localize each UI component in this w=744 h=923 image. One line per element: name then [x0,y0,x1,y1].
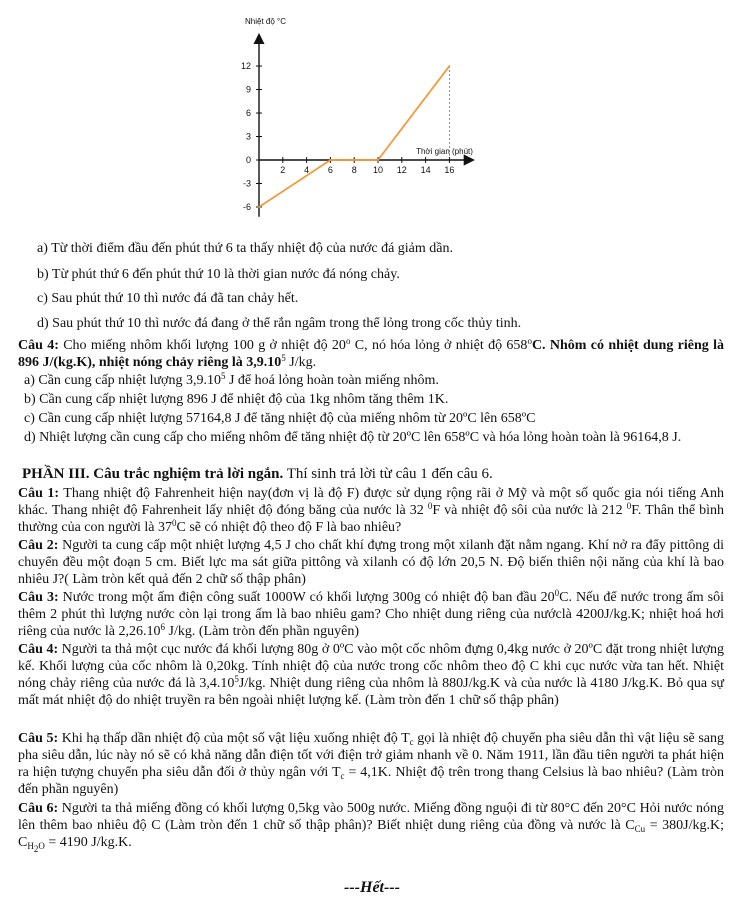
c3-label: Câu 3: [18,590,59,605]
series-point [258,206,260,208]
c4-label: Câu 4: [18,642,59,657]
chart-svg [222,8,522,223]
c2-stem: Câu 2: Người ta cung cấp một nhiệt lượng 4,5 J cho chất khí đựng trong một xilanh đặt nằm ngang. Khí nở ra đẩy pittông di chuyển đều một đoạn 5 cm. Biết lực ma sát giữa pittông và xilanh có độ lớn 20,5 N. Độ biến thiên nội năng của khí là bao nhiêu J?( Làm tròn kết quả đến 2 chữ số thập phân) [18,538,724,587]
y-tick-label: 12 [240,61,251,72]
tick-layer [241,61,454,212]
x-tick-label: 4 [304,165,310,175]
part3-heading: PHẦN III. Câu trắc nghiệm trả lời ngắn. Thí sinh trả lời từ câu 1 đến câu 6. [22,466,493,482]
q4-stem: Câu 4: Cho miếng nhôm khối lượng 100 g ở nhiệt độ 20$^o$ C, nó hóa lỏng ở nhiệt độ 658$^o$C. Nhôm có nhiệt dung riêng là 896 J/(kg.K), nhiệt nóng chảy riêng là 3,9.10$^5$ J/kg. [18,336,725,370]
c1-stem: Câu 1: Thang nhiệt độ Fahrenheit hiện nay(đơn vị là độ F) được sử dụng rộng rãi ở Mỹ và một số quốc gia nói tiếng Anh khác. Thang nhiệt độ Fahrenheit lấy nhiệt độ đóng băng của nước là 32 $^0$F và nhiệt độ sôi của nước là 212 $^0$F. Thân thể bình thường của con người là $37^0C$ sẽ có nhiệt độ theo độ F là bao nhiêu? [18,486,725,535]
x-tick-label: 12 [396,165,407,175]
temperature-time-chart [222,8,522,223]
series-point [377,159,379,161]
series-point [330,159,332,161]
y-tick-label: -6 [242,201,251,212]
y-tick-label: 3 [245,131,251,142]
q4-option-d: d) Nhiệt lượng cần cung cấp cho miếng nhôm để tăng nhiệt độ từ 20ºC lên 658ºC và hóa lỏng hoàn toàn là 96164,8 J. [24,430,682,445]
x-tick-label: 2 [280,165,286,175]
c3-stem: Câu 3: Nước trong một ấm điện công suất 1000W có khối lượng 300g có nhiệt độ ban đầu $20^0C$. Nếu để nước trong ấm sôi thêm 2 phút thì lượng nước còn lại trong ấm là bao nhiêu gam? Cho nhiệt dung riêng của nướclà 4200J/kg.K; nhiệt hoá hơi riêng của nước là 2,26.10$^6$ J/kg. (Làm tròn đến phần nguyên) [18,588,725,639]
c4-stem: Câu 4: Người ta thả một cục nước đá khối lượng 80g ở 0ºC vào một cốc nhôm đựng 0,4kg nước ở 20ºC đặt trong nhiệt lượng kế. Khối lượng của cốc nhôm là 0,20kg. Tính nhiệt độ của nước trong cốc nhôm theo độ C khi cục nước vừa tan hết. Nhiệt nóng chảy riêng của nước đá là 3,4.10$^5$J/kg. Nhiệt dung riêng của nhôm là 880J/kg.K và của nước là 4180 J/kg.K. Bỏ qua sự mất mát nhiệt độ do nhiệt truyền ra bên ngoài nhiệt lượng kế. (Làm tròn đến 1 chữ số thập phân) [18,642,724,708]
x-axis-label: Thời gian (phút) [416,147,473,156]
q3-option-c: c) Sau phút thứ 10 thì nước đá đã tan chảy hết. [37,291,299,306]
series-layer [258,65,450,208]
y-tick-label: -3 [242,178,251,189]
x-tick-label: 14 [420,165,431,175]
c5-stem: Câu 5: Khi hạ thấp dần nhiệt độ của một số vật liệu xuống nhiệt độ $T_c$ gọi là nhiệt độ chuyển pha siêu dẫn thì vật liệu sẽ sang pha siêu dẫn, lúc này nó sẽ có khả năng dẫn điện tốt với điện trở giảm nhanh về 0. Năm 1911, lần đầu tiên người ta phát hiện ra hiện tượng chuyển pha siêu dẫn đối ở thủy ngân với $T_c = 4,1K$. Nhiệt độ trên trong thang Celsius là bao nhiêu? (Làm tròn đến phần nguyên) [18,731,724,797]
end-marker: ---Hết--- [344,879,400,896]
c5-label: Câu 5: [18,731,59,746]
q3-option-b: b) Từ phút thứ 6 đến phút thứ 10 là thời gian nước đá nóng chảy. [37,267,400,282]
x-tick-label: 16 [444,165,455,175]
x-tick-label: 6 [327,165,333,175]
series-point [449,65,451,67]
c1-label: Câu 1: [18,486,60,501]
q4-option-c: c) Cần cung cấp nhiệt lượng 57164,8 J để tăng nhiệt độ của miếng nhôm từ 20ºC lên 658ºC [24,411,536,426]
c2-label: Câu 2: [18,538,59,553]
y-tick-label: 9 [245,84,251,95]
q4-label: Câu 4: [18,338,59,353]
series-line [259,66,449,207]
c6-stem: Câu 6: Người ta thả miếng đồng có khối lượng 0,5kg vào 500g nước. Miếng đồng nguội đi từ 80°C đến 20°C Hỏi nước nóng lên thêm bao nhiêu độ C (Làm tròn đến 1 chữ số thập phân)? Biết nhiệt dung riêng của đồng và nước là $C_{Cu} = 380J/kg.K$; $C_{H_2O} = 4190$ J/kg.K. [18,801,725,854]
q4-option-a: a) Cần cung cấp nhiệt lượng 3,9.10$^5$ J để hoá lỏng hoàn toàn miếng nhôm. [24,371,439,388]
y-axis-label: Nhiệt độ °C [245,17,286,26]
q3-option-a: a) Từ thời điểm đầu đến phút thứ 6 ta thấy nhiệt độ của nước đá giảm dần. [37,241,453,256]
x-tick-label: 8 [351,165,357,175]
c6-label: Câu 6: [18,801,59,816]
y-tick-label: 0 [245,155,251,165]
y-tick-label: 6 [245,108,251,119]
q4-option-b: b) Cần cung cấp nhiệt lượng 896 J để nhiệt độ của 1kg nhôm tăng thêm 1K. [24,392,449,407]
x-tick-label: 10 [372,165,384,175]
q3-option-d: d) Sau phút thứ 10 thì nước đá đang ở thể rắn ngâm trong thể lỏng trong cốc thủy tinh. [37,316,522,331]
